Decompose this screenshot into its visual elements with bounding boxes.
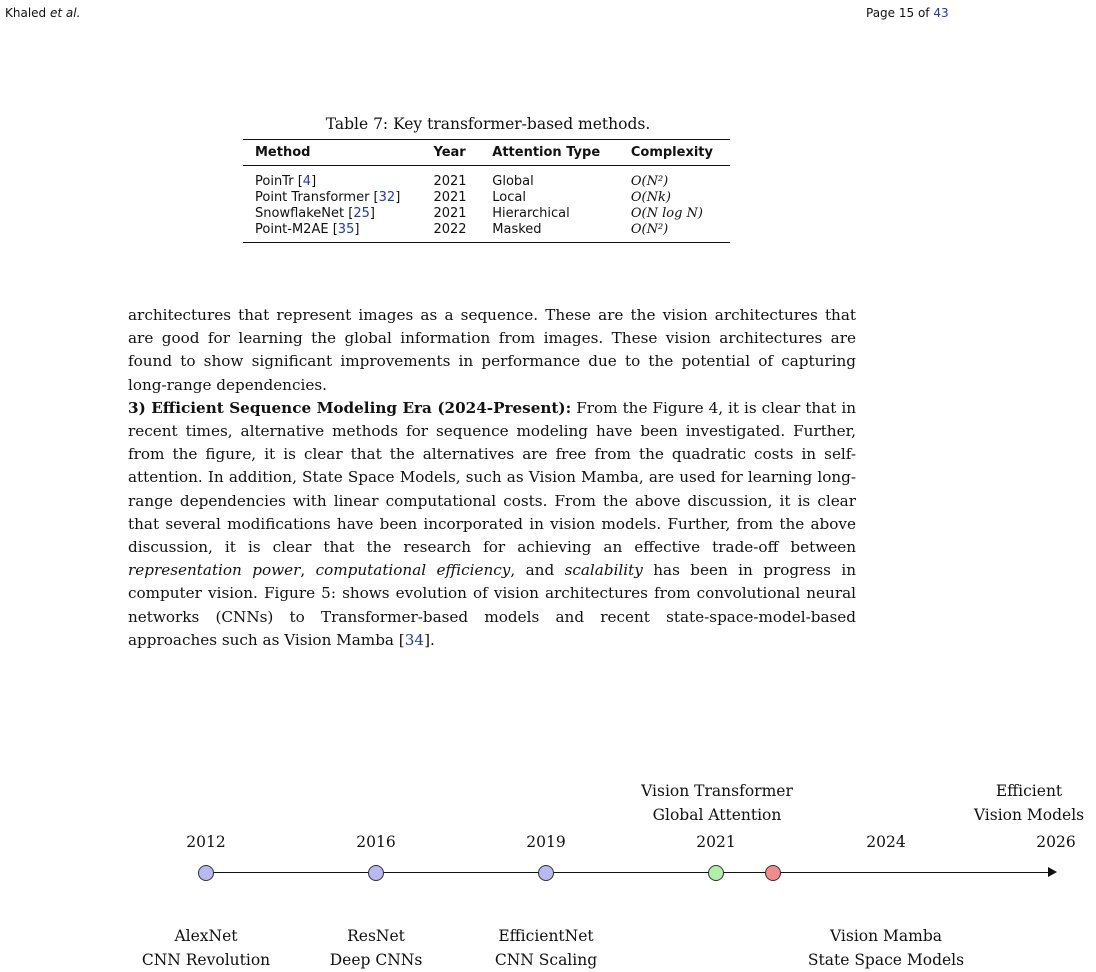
table-row [243, 190, 730, 206]
timeline-axis [206, 872, 1052, 873]
body-text [128, 304, 856, 652]
methods-table [243, 139, 730, 243]
method-name: Point-M2AE [255, 222, 329, 237]
table-row [243, 206, 730, 222]
label-line: State Space Models [807, 951, 965, 969]
paragraph [128, 397, 856, 652]
year-label: 2019 [526, 833, 566, 851]
label-line: Vision Mamba [829, 927, 943, 945]
attention-cell: Hierarchical [492, 206, 570, 221]
attention-cell: Masked [480, 222, 619, 243]
method-cell: SnowflakeNet [25] [255, 206, 375, 221]
table-caption: Table 7: Key transformer-based methods. [325, 115, 651, 133]
label-line: Vision Models [973, 806, 1085, 824]
complexity-cell: O(N log N) [630, 206, 703, 221]
page-prefix: Page 15 of [866, 6, 930, 20]
page-total-link[interactable]: 43 [933, 6, 949, 20]
method-cell: Point Transformer [32] [255, 190, 401, 205]
milestone-dot [708, 865, 724, 881]
complexity-cell: O(N²) [630, 174, 669, 189]
separator: , [300, 561, 316, 580]
label-line: CNN Scaling [494, 951, 598, 969]
label-line: Global Attention [652, 806, 782, 824]
timeline-label-efficient-models [974, 779, 1084, 827]
citation-link[interactable]: 32 [378, 190, 396, 205]
method-cell: PoinTr [4] [255, 174, 317, 189]
year-cell: 2021 [433, 190, 467, 205]
page-number [866, 6, 949, 20]
citation-link[interactable]: 25 [353, 206, 370, 221]
arrowhead-icon [1048, 867, 1057, 877]
table-row [243, 222, 730, 243]
timeline-figure [0, 775, 1096, 971]
paragraph: architectures that represent images as a sequence. These are the vision architectures that are good for learning the global information from images. These vision architectures are found to show significant improvements in performance due to the potential of capturing long-range dependencies. [128, 306, 856, 394]
year-label: 2016 [356, 833, 396, 851]
year-label: 2021 [696, 833, 736, 851]
emphasis: representation power [128, 561, 301, 580]
year-label: 2024 [866, 833, 906, 851]
year-label: 2026 [1036, 833, 1076, 851]
col-header-method: Method [243, 140, 421, 166]
method-name: SnowflakeNet [255, 206, 345, 221]
year-cell: 2021 [433, 174, 467, 189]
milestone-dot [198, 865, 214, 881]
year-label: 2012 [186, 833, 226, 851]
timeline-label-efficientnet [495, 924, 597, 972]
emphasis: scalability [564, 561, 643, 580]
section-heading: 3) Efficient Sequence Modeling Era (2024-Present): [128, 398, 572, 417]
author-name: Khaled [5, 6, 47, 20]
label-line: Efficient [995, 782, 1063, 800]
label-line: ResNet [347, 927, 405, 945]
citation-link[interactable]: 34 [404, 630, 425, 649]
complexity-cell: O(N²) [619, 222, 730, 243]
method-cell: Point-M2AE [35] [243, 222, 421, 243]
label-line: Deep CNNs [329, 951, 423, 969]
milestone-dot [765, 865, 781, 881]
author-etal: et al. [50, 6, 81, 20]
milestone-dot [368, 865, 384, 881]
col-header-year: Year [421, 140, 480, 166]
attention-cell: Global [492, 174, 534, 189]
timeline-label-vision-transformer [641, 779, 793, 827]
complexity-cell: O(Nk) [630, 190, 671, 205]
running-header-author [5, 6, 80, 20]
milestone-dot [538, 865, 554, 881]
timeline-label-resnet [330, 924, 423, 972]
label-line: AlexNet [174, 927, 238, 945]
label-line: Vision Transformer [641, 782, 793, 800]
table-row [243, 166, 730, 191]
separator: , and [510, 561, 565, 580]
timeline-label-alexnet [142, 924, 270, 972]
col-header-complexity: Complexity [619, 140, 730, 166]
label-line: EfficientNet [498, 927, 594, 945]
attention-cell: Local [492, 190, 526, 205]
citation-link[interactable]: 4 [302, 174, 312, 189]
paragraph-text: has been in progress in computer vision. Figure 5: shows evolution of vision architectures from convolutional neural networks (CNNs) to Transformer-based models and recent state-space-model-based approaches such as Vision Mamba [ [128, 561, 856, 649]
method-name: PoinTr [255, 174, 294, 189]
paragraph-text: From the Figure 4, it is clear that in recent times, alternative methods for sequence modeling have been investigated. Further, from the figure, it is clear that the alternatives are free from the quadratic costs in self-attention. In addition, State Space Models, such as Vision Mamba, are used for learning long-range dependencies with linear computational costs. From the above discussion, it is clear that several modifications have been incorporated in vision models. Further, from the above discussion, it is clear that the research for achieving an effective trade-off between [128, 398, 856, 557]
label-line: CNN Revolution [141, 951, 271, 969]
emphasis: computational efficiency [315, 561, 511, 580]
table-header-row [243, 140, 730, 166]
timeline-label-vision-mamba [808, 924, 964, 972]
method-name: Point Transformer [255, 190, 370, 205]
paragraph-text: ]. [424, 630, 435, 649]
col-header-attention: Attention Type [480, 140, 619, 166]
year-cell: 2022 [421, 222, 480, 243]
citation-link[interactable]: 35 [337, 222, 355, 237]
year-cell: 2021 [433, 206, 467, 221]
